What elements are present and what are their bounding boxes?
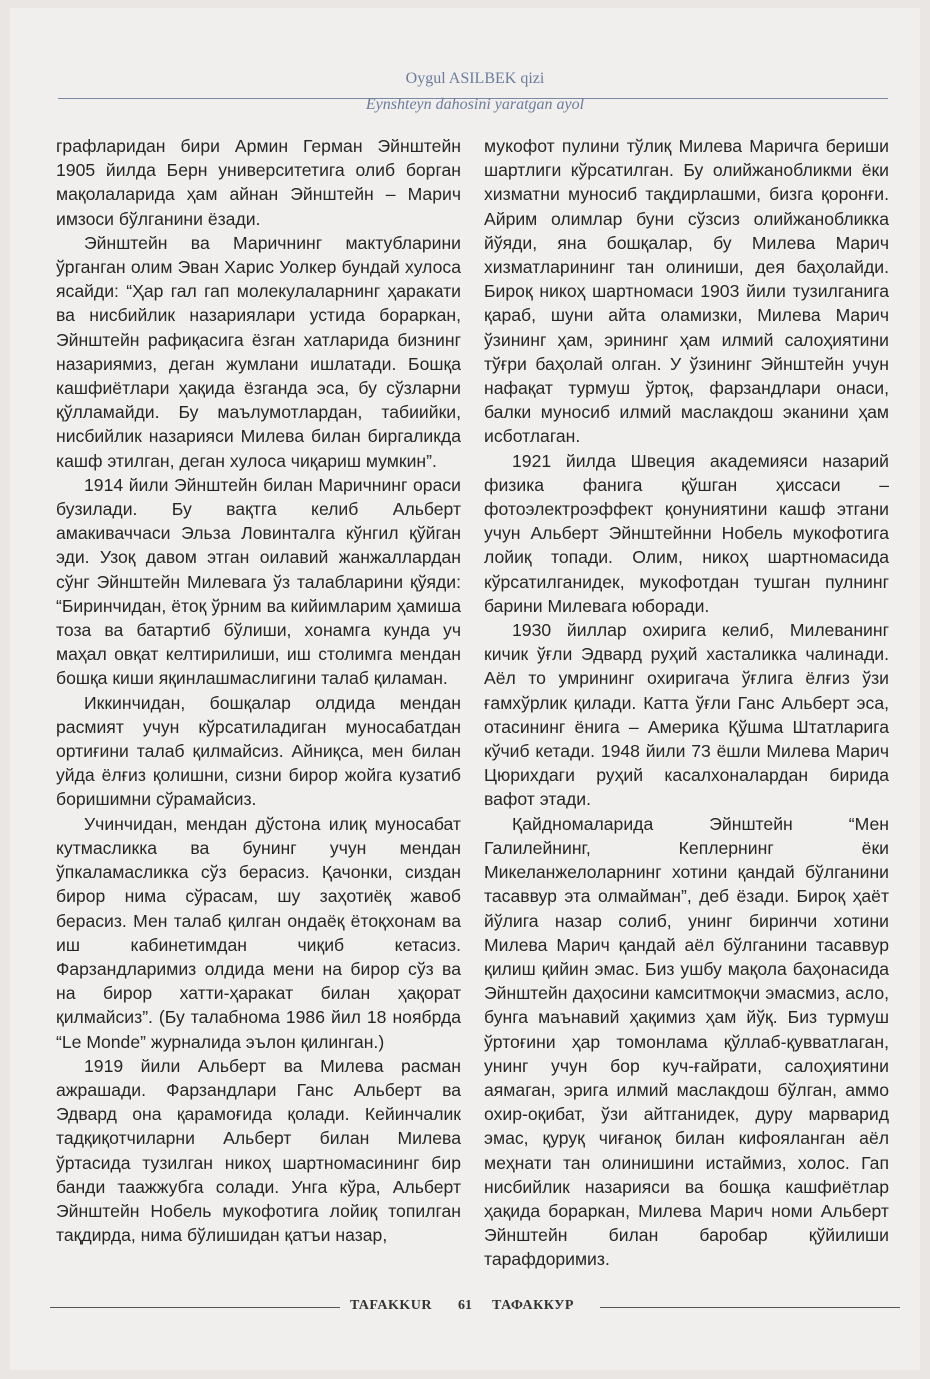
- paragraph: 1914 йили Эйнштейн билан Маричнинг ораси бузилади. Бу вақтга келиб Альберт амакиваччаси Эльза Ловинталга кўнгил қўйган эди. Узоқ давом этган оилавий жанжаллардан сўнг Эйнштейн Милевага ўз талабларини қўяди: “Биринчидан, ётоқ ўрним ва кийимларим ҳамиша тоза ва батартиб бўлиши, хонамга кунда уч маҳал овқат келтирилиши, иш столимга мендан бошқа киши яқинлашмаслигини талаб қиламан.: [56, 474, 461, 689]
- magazine-page: [10, 8, 920, 1370]
- footer-rule-right: [600, 1307, 900, 1308]
- footer-rule-left: [50, 1307, 340, 1308]
- paragraph: Учинчидан, мендан дўстона илиқ муносабат кутмасликка ва бунинг учун мендан ўпкаламасликка сўз берасиз. Қачонки, сиздан бирор нима сўрасам, шу заҳотиёқ жавоб берасиз. Мен талаб қилган ондаёқ ётоқхонам ва иш кабинетимдан чиқиб кетасиз. Фарзандларимиз олдида мени на бирор сўз ва на бирор хатти-ҳаракат билан ҳақорат қилмайсиз”. (Бу талабнома 1986 йил 18 ноябрда “Le Monde” журналида эълон қилинган.): [56, 813, 461, 1052]
- left-column: [56, 134, 461, 1247]
- paragraph: Эйнштейн ва Маричнинг мактубларини ўрганган олим Эван Харис Уолкер бундай хулоса ясайди: “Ҳар гал гап молекулаларнинг ҳаракати ва нисбийлик назариялари устида бораркан, Эйнштейн рафиқасига ёзган хатларида бизнинг назариямиз, деган жумлани ишлатади. Бошқа кашфиётлари ҳақида ёзганда эса, бу сўзларни қўлламайди. Бу маълумотлардан, табиийки, нисбийлик назарияси Милева билан биргаликда кашф этилган, деган хулоса чиқариш мумкин”.: [56, 232, 461, 471]
- footer-magazine-name-cyrillic: ТАФАККУР: [492, 1298, 574, 1313]
- running-head-author: Oygul ASILBEK qizi: [405, 70, 545, 87]
- footer-magazine-name-latin: TAFAKKUR: [350, 1298, 433, 1313]
- paragraph: 1919 йили Альберт ва Милева расман ажрашади. Фарзандлари Ганс Альберт ва Эдвард она қарамоғида қолади. Кейинчалик тадқиқотчиларни Альберт билан Милева ўртасида тузилган никоҳ шартномасининг бир банди таажжубга солади. Унга кўра, Альберт Эйнштейн Нобель мукофотига лойиқ топилган тақдирда, нима бўлишидан қатъи назар,: [56, 1055, 461, 1246]
- paragraph: Иккинчидан, бошқалар олдида мендан расмият учун кўрсатиладиган муносабатдан ортиғини талаб қилмайсиз. Айниқса, мен билан уйда ёлғиз қолишни, сизни бирор жойга кузатиб боришимни сўрамайсиз.: [56, 692, 461, 810]
- paragraph: Қайдномаларида Эйнштейн “Мен Галилейнинг, Кеплернинг ёки Микеланжелоларнинг хотини қандай бўлганини тасаввур эта олмайман”, деб ёзади. Бироқ ҳаёт йўлига назар солиб, унинг биринчи хотини Милева Марич қандай аёл бўлганини тасаввур қилиш қийин эмас. Биз ушбу мақола баҳонасида Эйнштейн даҳосини камситмоқчи эмасмиз, асло, бунга маънавий ҳақимиз ҳам йўқ. Биз турмуш ўртоғини ҳар томонлама қўллаб-қувватлаган, унинг учун бор куч-ғайрати, салоҳиятини аямаган, эрига илмий маслакдош бўлган, аммо охир-оқибат, ўзи айтганидек, дуру марварид эмас, қуруқ чиғаноқ билан кифояланган аёл меҳнати тан олинишини истаймиз, холос. Гап нисбийлик назарияси ва бошқа кашфиётлар ҳақида бораркан, Милева Марич номи Альберт Эйнштейн билан баробар қўйилиши тарафдоримиз.: [484, 813, 889, 1270]
- running-head-title: Eynshteyn dahosini yaratgan ayol: [365, 96, 585, 113]
- paragraph: графларидан бири Армин Герман Эйнштейн 1905 йилда Берн университетига олиб борган мақолаларида ҳам айнан Эйнштейн – Марич имзоси бўлганини ёзади.: [56, 136, 461, 229]
- paragraph: 1930 йиллар охирига келиб, Милеванинг кичик ўғли Эдвард руҳий хасталикка чалинади. Аёл то умрининг охиригача ўғлига ёлғиз ўзи ғамхўрлик қилади. Катта ўғли Ганс Альберт эса, отасининг ёнига – Америка Қўшма Штатларига кўчиб кетади. 1948 йили 73 ёшли Милева Марич Цюрихдаги руҳий касалхоналардан бирида вафот этади.: [484, 620, 889, 810]
- paragraph: мукофот пулини тўлиқ Милева Маричга бериши шартлиги кўрсатилган. Бу олийжанобликми ёки хизматни муносиб тақдирлашми, бизга қоронғи. Айрим олимлар буни сўзсиз олийжанобликка йўяди, яна бошқалар, бу Милева Марич хизматларининг тан олиниши, дея баҳолайди. Бироқ никоҳ шартномаси 1903 йили тузилганига қараб, шуни айта оламизки, Милева Марич ўзининг ҳам, эрининг ҳам илмий салоҳиятини тўғри баҳолай олган. У ўзининг Эйнштейн учун нафақат турмуш ўртоқ, фарзандлари онаси, балки муносиб илмий маслакдош эканини ҳам исботлаган.: [484, 136, 889, 447]
- page-footer: [50, 1296, 900, 1320]
- page-number: 61: [458, 1298, 472, 1313]
- paragraph: 1921 йилда Швеция академияси назарий физика фанига қўшган ҳиссаси – фотоэлектроэффект қонуниятини кашф этгани учун Альберт Эйнштейнни Нобель мукофотига лойиқ топади. Олим, никоҳ шартномасида кўрсатилганидек, мукофотдан тушган пулнинг барини Милевага юборади.: [484, 450, 889, 616]
- right-column: [484, 134, 889, 1272]
